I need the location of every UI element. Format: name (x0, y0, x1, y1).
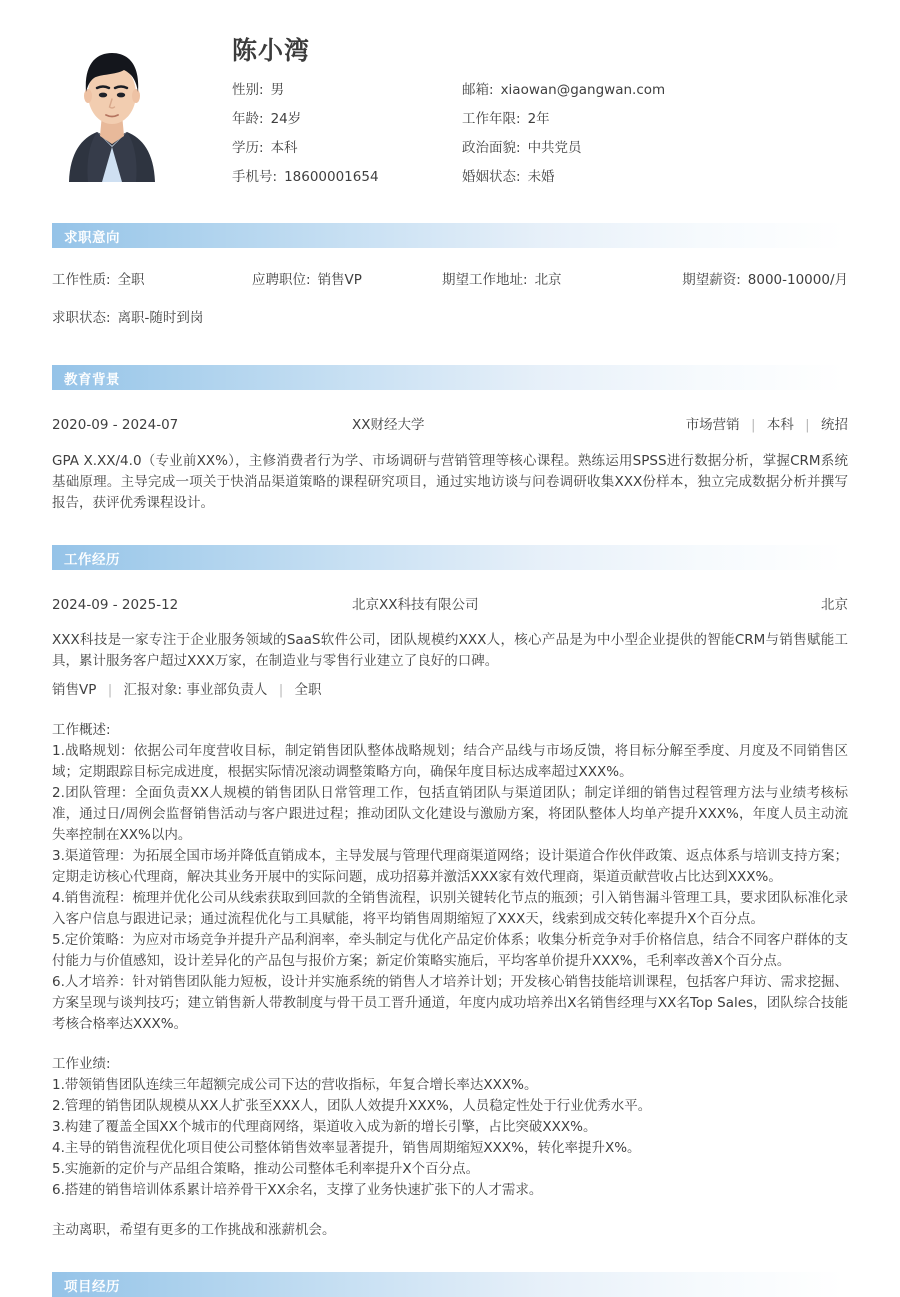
intention-job-type-value: 全职 (117, 272, 145, 288)
work-report-to: 汇报对象: 事业部负责人 (123, 682, 268, 698)
education-date: 2020-09 - 2024-07 (52, 417, 179, 433)
field-experience-years-value: 2年 (527, 111, 550, 127)
intention-status (52, 308, 203, 328)
work-company-intro: XXX科技是一家专注于企业服务领域的SaaS软件公司，团队规模约XXX人，核心产品是为中小型企业提供的智能CRM与销售赋能工具，累计服务客户超过XXX万家，在制造业与零售行业建立了良好的口碑。 (52, 632, 848, 669)
section-body-work (0, 570, 900, 1241)
section-title-intention: 求职意向 (64, 229, 120, 246)
profile-photo (52, 34, 172, 182)
field-experience-years-label: 工作年限: (462, 111, 521, 127)
field-email-label: 邮箱: (462, 82, 494, 98)
work-overview-label: 工作概述: (52, 722, 111, 738)
work-leave-reason: 主动离职，希望有更多的工作挑战和涨薪机会。 (52, 1222, 336, 1238)
field-age-label: 年龄: (232, 111, 264, 127)
section-title-project: 项目经历 (64, 1278, 120, 1295)
work-company: 北京XX科技有限公司 (352, 597, 479, 613)
intention-status-value: 离职-随时到岗 (117, 310, 204, 326)
field-political-status-value: 中共党员 (527, 140, 582, 156)
work-overview-item: 6.人才培养：针对销售团队能力短板，设计并实施系统的销售人才培养计划；开发核心销售技能培训课程，包括客户拜访、需求挖掘、方案呈现与谈判技巧；建立销售新人带教制度与骨干员工晋升通道，年度内成功培养出X名销售经理与XX名Top Sales，团队综合技能考核合格率达XXX%。 (52, 974, 848, 1032)
tag-separator-icon: | (750, 417, 756, 433)
intention-salary-value: 8000-10000/月 (747, 272, 848, 288)
profile-info (172, 34, 848, 187)
work-entry-head (52, 595, 848, 615)
intention-location (442, 270, 632, 290)
tag-separator-icon: | (278, 682, 284, 698)
field-email-value: xiaowan@gangwan.com (500, 82, 666, 98)
field-phone (194, 167, 452, 187)
section-title-work: 工作经历 (64, 551, 120, 568)
field-marital-status-label: 婚姻状态: (462, 169, 521, 185)
work-achievement-item: 2.管理的销售团队规模从XX人扩张至XXX人，团队人效提升XXX%，人员稳定性处于行业优秀水平。 (52, 1098, 652, 1114)
work-achievement-item: 5.实施新的定价与产品组合策略，推动公司整体毛利率提升X个百分点。 (52, 1161, 480, 1177)
work-overview-item: 3.渠道管理：为拓展全国市场并降低直销成本，主导发展与管理代理商渠道网络；设计渠道合作伙伴政策、返点体系与培训支持方案；定期走访核心代理商，解决其业务开展中的实际问题，成功招募并激活XXX家有效代理商，渠道贡献营收占比达到XXX%。 (52, 848, 848, 885)
field-phone-label: 手机号: (232, 169, 278, 185)
work-achievement-item: 4.主导的销售流程优化项目使公司整体销售效率显著提升，销售周期缩短XXX%，转化率提升X%。 (52, 1140, 641, 1156)
field-political-status-label: 政治面貌: (462, 140, 521, 156)
field-marital-status (452, 167, 848, 187)
intention-salary-label: 期望薪资: (682, 272, 741, 288)
tag-separator-icon: | (805, 417, 810, 433)
work-achievement-item: 6.搭建的销售培训体系累计培养骨干XX余名，支撑了业务快速扩张下的人才需求。 (52, 1182, 543, 1198)
field-email (452, 80, 848, 100)
field-degree-value: 本科 (270, 140, 298, 156)
intention-job-type (52, 270, 252, 290)
intention-status-label: 求职状态: (52, 310, 111, 326)
intention-row-1 (52, 270, 848, 290)
section-header-intention (52, 223, 845, 248)
education-tag-degree: 本科 (766, 417, 794, 433)
section-body-intention (0, 248, 900, 328)
field-degree (194, 138, 452, 158)
education-tag-admission: 统招 (821, 417, 848, 433)
section-header-education (52, 365, 845, 390)
field-experience-years (452, 109, 848, 129)
intention-position (252, 270, 442, 290)
work-achievement-label: 工作业绩: (52, 1056, 111, 1072)
profile-header (0, 0, 900, 187)
intention-location-value: 北京 (534, 272, 562, 288)
education-entry-head (52, 415, 848, 435)
intention-job-type-label: 工作性质: (52, 272, 111, 288)
section-title-education: 教育背景 (64, 371, 120, 388)
work-overview-item: 5.定价策略：为应对市场竞争并提升产品利润率，牵头制定与优化产品定价体系；收集分析竞争对手价格信息，结合不同客户群体的支付能力与价值感知，设计差异化的产品包与报价方案；新定价策略实施后，平均客单价提升XXX%，毛利率改善X个百分点。 (52, 932, 848, 969)
education-tags (425, 415, 849, 435)
field-gender-label: 性别: (232, 82, 264, 98)
section-body-education (0, 390, 900, 514)
field-phone-value: 18600001654 (284, 169, 379, 185)
work-overview-item: 2.团队管理：全面负责XX人规模的销售团队日常管理工作，包括直销团队与渠道团队；制定详细的销售过程管理方法与业绩考核标准，通过日/周例会监督销售活动与客户跟进过程；推动团队文化建设与激励方案，将团队整体人均单产提升XXX%，年度人员主动流失率控制在XX%以内。 (52, 785, 848, 843)
field-age (194, 109, 452, 129)
field-gender (194, 80, 452, 100)
field-marital-status-value: 未婚 (527, 169, 555, 185)
field-age-value: 24岁 (270, 111, 302, 127)
intention-position-label: 应聘职位: (252, 272, 311, 288)
work-achievement-item: 1.带领销售团队连续三年超额完成公司下达的营收指标，年复合增长率达XXX%。 (52, 1077, 538, 1093)
field-degree-label: 学历: (232, 140, 264, 156)
work-date: 2024-09 - 2025-12 (52, 597, 179, 613)
education-tag-major: 市场营销 (685, 417, 740, 433)
work-role-tags (52, 680, 848, 701)
work-employment-type: 全职 (294, 682, 322, 698)
work-role-title: 销售VP (52, 682, 97, 698)
education-school: XX财经大学 (352, 417, 425, 433)
education-description: GPA X.XX/4.0（专业前XX%），主修消费者行为学、市场调研与营销管理等核心课程。熟练运用SPSS进行数据分析，掌握CRM系统基础原理。主导完成一项关于快消品渠道策略的课程研究项目，通过实地访谈与问卷调研收集XXX份样本，独立完成数据分析并撰写报告，获评优秀课程设计。 (52, 453, 848, 511)
profile-fields (194, 80, 848, 187)
section-header-project (52, 1272, 845, 1297)
intention-position-value: 销售VP (317, 272, 362, 288)
section-header-work (52, 545, 845, 570)
work-overview-item: 4.销售流程：梳理并优化公司从线索获取到回款的全销售流程，识别关键转化节点的瓶颈；引入销售漏斗管理工具，要求团队标准化录入客户信息与跟进记录；通过流程优化与工具赋能，将平均销售周期缩短了XXX天，线索到成交转化率提升X个百分点。 (52, 890, 848, 927)
field-gender-value: 男 (270, 82, 285, 98)
work-location: 北京 (821, 597, 848, 613)
work-achievement-item: 3.构建了覆盖全国XX个城市的代理商网络，渠道收入成为新的增长引擎，占比突破XXX%。 (52, 1119, 597, 1135)
intention-location-label: 期望工作地址: (442, 272, 528, 288)
intention-salary (632, 270, 848, 290)
work-overview-item: 1.战略规划：依据公司年度营收目标，制定销售团队整体战略规划；结合产品线与市场反馈，将目标分解至季度、月度及不同销售区域；定期跟踪目标完成进度，根据实际情况滚动调整策略方向，确保年度目标达成率超过XXX%。 (52, 743, 848, 780)
page-title: 陈小湾 (232, 36, 311, 65)
field-political-status (452, 138, 848, 158)
tag-separator-icon: | (107, 682, 113, 698)
intention-row-2 (52, 308, 848, 328)
